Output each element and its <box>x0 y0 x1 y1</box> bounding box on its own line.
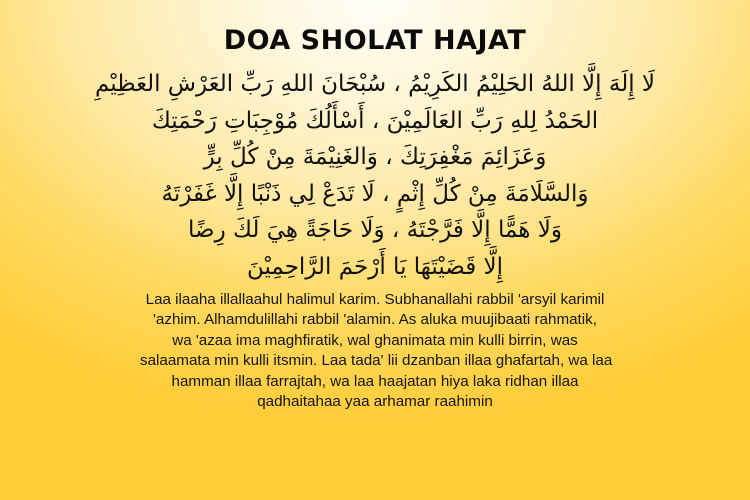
arabic-line-1: لَا إِلَهَ إِلَّا اللهُ الحَلِيْمُ الكَرِيْمُ ، سُبْحَانَ اللهِ رَبِّ العَرْشِ العَظِيْمِ <box>94 71 656 97</box>
transliteration-text <box>140 290 613 412</box>
arabic-line-3: وَعَزَائِمَ مَغْفِرَتِكَ ، وَالغَنِيْمَةَ مِنْ كُلِّ بِرٍّ <box>203 144 547 170</box>
transliteration-line-6: qadhaitahaa yaa arhamar raahimin <box>257 393 493 411</box>
transliteration-line-1: Laa ilaaha illallaahul halimul karim. Subhanallahi rabbil 'arsyil karimil <box>145 291 605 308</box>
page-title: DOA SHOLAT HAJAT <box>223 25 527 56</box>
transliteration-line-3: wa 'azaa ima maghfiratik, wal ghanimata min kulli birrin, was <box>172 331 578 349</box>
arabic-line-4: وَالسَّلَامَةَ مِنْ كُلِّ إِثْمٍ ، لَا تَدَعْ لِي ذَنْبًا إِلَّا غَفَرْتَهُ <box>161 180 589 207</box>
transliteration-line-4: salaamata min kulli itsmin. Laa tada' lii dzanban illaa ghafartah, wa laa <box>140 352 613 370</box>
transliteration-line-2: 'azhim. Alhamdulillahi rabbil 'alamin. As aluka muujibaati rahmatik, <box>153 311 597 329</box>
arabic-line-2: الحَمْدُ لِلهِ رَبِّ العَالَمِيْنَ ، أَسْأَلُكَ مُوْجِبَاتِ رَحْمَتِكَ <box>151 107 599 134</box>
arabic-prayer-text <box>0 66 750 285</box>
arabic-line-6: إِلَّا قَضَيْتَهَا يَا أَرْحَمَ الرَّاحِمِيْنَ <box>246 253 504 280</box>
arabic-line-5: وَلَا هَمًّا إِلَّا فَرَّجْتَهُ ، وَلَا حَاجَةً هِيَ لَكَ رِضًا <box>188 217 562 243</box>
transliteration-line-5: hamman illaa farrajtah, wa laa haajatan hiya laka ridhan illaa <box>171 372 579 390</box>
